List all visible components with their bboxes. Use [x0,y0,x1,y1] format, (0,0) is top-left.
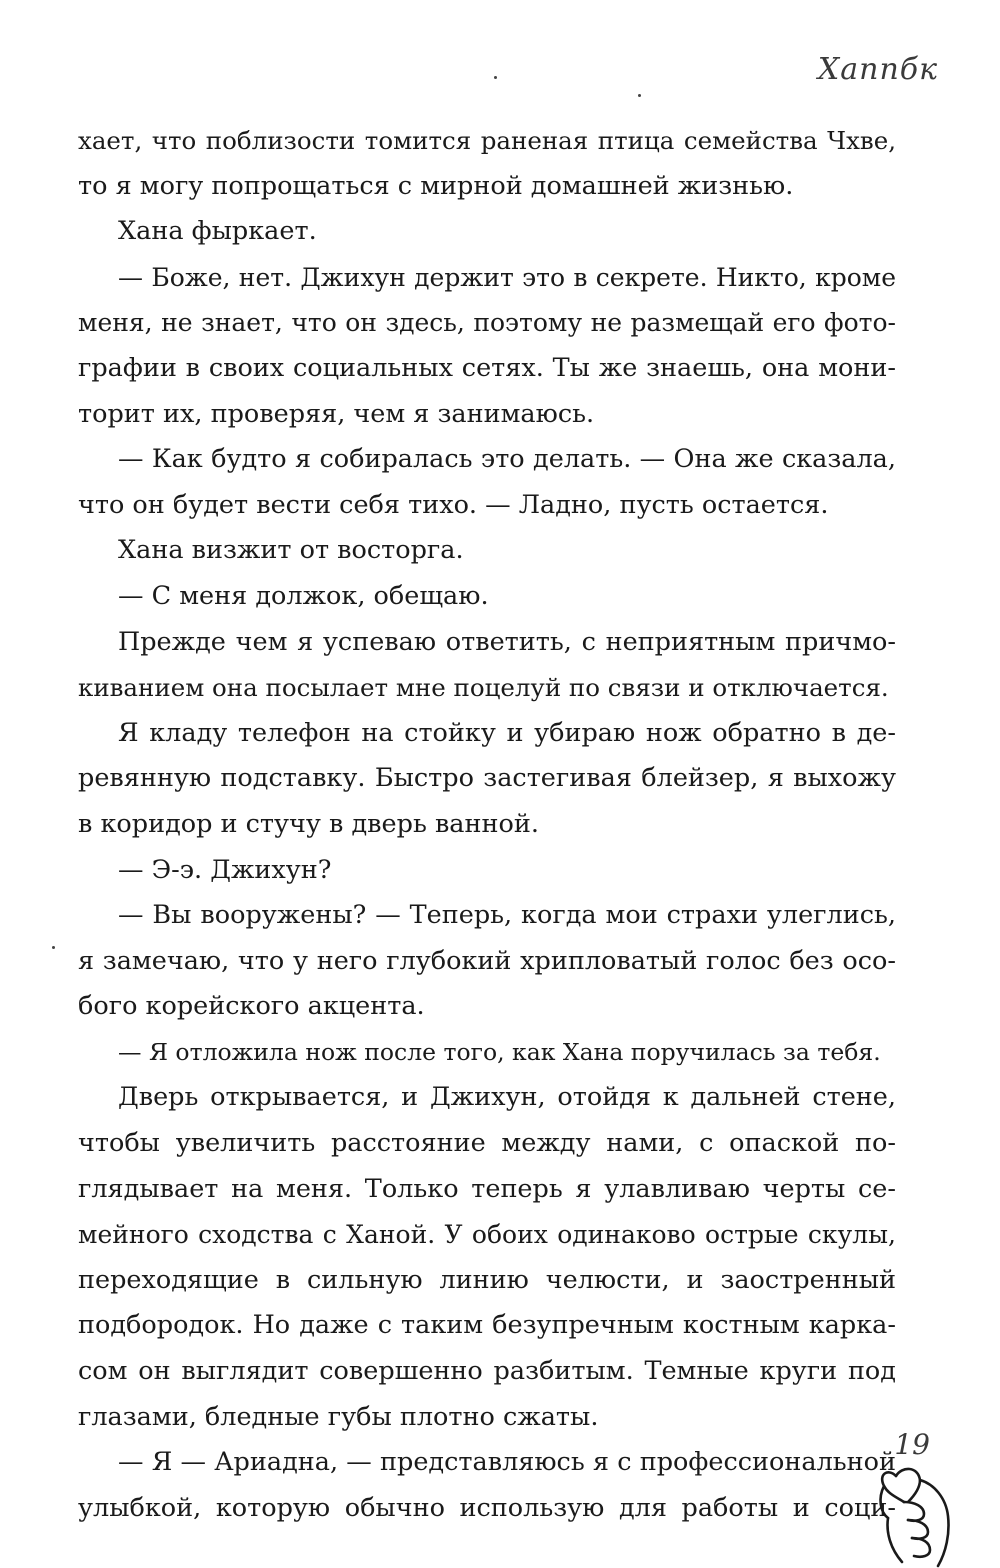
text-line: в коридор и стучу в дверь ванной. [78,808,539,839]
text-line: то я могу попрощаться с мирной домашней жизнью. [78,170,794,201]
print-speck [638,94,641,97]
body-text [78,118,896,1531]
text-line: киванием она посылает мне поцелуй по связи и отключается. [78,673,889,703]
print-speck [52,946,55,949]
text-line: — Как будто я собиралась это делать. — Она же сказала, [118,444,896,475]
text-line: — Я — Ариадна, — представляюсь я с профессиональной [118,1447,896,1478]
running-title: Хаппбк [817,52,938,87]
text-line: Прежде чем я успеваю ответить, с неприятным причмо- [118,626,896,657]
text-line: что он будет вести себя тихо. — Ладно, пусть остается. [78,489,829,520]
page-number: 19 [894,1428,930,1461]
text-line: графии в своих социальных сетях. Ты же знаешь, она мони- [78,352,896,383]
text-line: — Вы вооружены? — Теперь, когда мои страхи улеглись, [118,900,896,931]
text-line: хает, что поблизости томится раненая птица семейства Чхве, [78,126,896,155]
text-line: глядывает на меня. Только теперь я улавливаю черты се- [78,1173,896,1204]
text-line: бого корейского акцента. [78,991,425,1022]
text-line: — Э-э. Джихун? [118,854,332,885]
text-line: глазами, бледные губы плотно сжаты. [78,1401,599,1432]
text-line: — Я отложила нож после того, как Хана поручилась за тебя. [118,1037,881,1066]
text-line: Дверь открывается, и Джихун, отойдя к дальней стене, [118,1082,896,1113]
text-line: переходящие в сильную линию челюсти, и заостренный [78,1264,896,1295]
finger-heart-hand-icon [874,1458,974,1568]
text-line: — Боже, нет. Джихун держит это в секрете. Никто, кроме [118,262,896,292]
text-line: я замечаю, что у него глубокий хрипловатый голос без осо- [78,945,896,976]
text-line: мейного сходства с Ханой. У обоих одинаково острые скулы, [78,1220,896,1250]
text-line: чтобы увеличить расстояние между нами, с опаской по- [78,1128,896,1159]
text-line: улыбкой, которую обычно использую для работы и соци- [78,1492,896,1523]
text-line: ревянную подставку. Быстро застегивая блейзер, я выхожу [78,763,896,794]
print-speck [494,76,497,79]
text-line: — С меня должок, обещаю. [118,580,489,611]
text-line: Хана визжит от восторга. [118,535,464,566]
text-line: Я кладу телефон на стойку и убираю нож обратно в де- [118,717,896,748]
text-line: подбородок. Но даже с таким безупречным костным карка- [78,1310,896,1341]
text-line: Хана фыркает. [118,216,317,247]
text-line: торит их, проверяя, чем я занимаюсь. [78,398,595,429]
text-line: меня, не знает, что он здесь, поэтому не размещай его фото- [78,308,896,338]
text-line: сом он выглядит совершенно разбитым. Темные круги под [78,1356,896,1387]
